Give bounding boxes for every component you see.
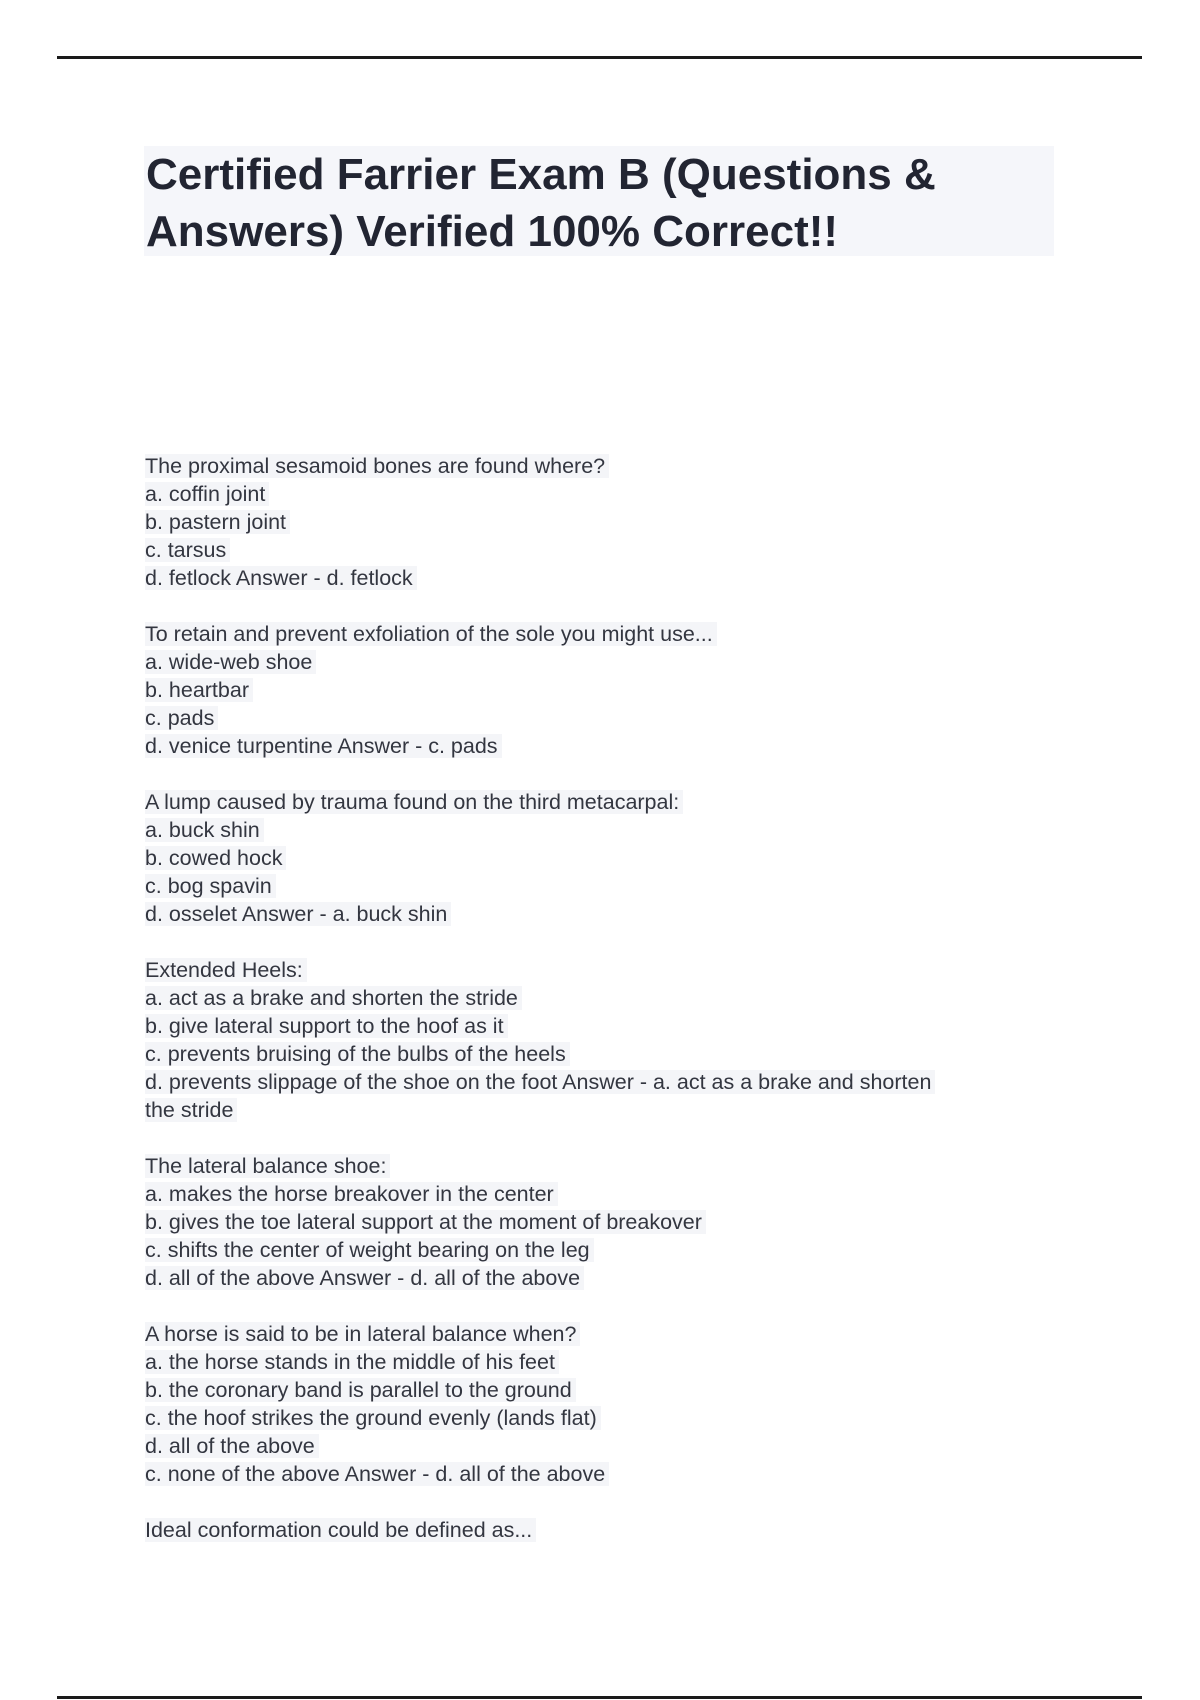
option-a: a. makes the horse breakover in the center bbox=[145, 1180, 1045, 1208]
qa-content bbox=[145, 452, 1045, 1572]
question-block-6 bbox=[145, 1320, 1045, 1488]
option-b: b. the coronary band is parallel to the ground bbox=[145, 1376, 1045, 1404]
option-c: c. bog spavin bbox=[145, 872, 1045, 900]
answer-continuation: the stride bbox=[145, 1096, 1045, 1124]
question-text: Ideal conformation could be defined as... bbox=[145, 1516, 1045, 1544]
question-text: The lateral balance shoe: bbox=[145, 1152, 1045, 1180]
option-b: b. gives the toe lateral support at the moment of breakover bbox=[145, 1208, 1045, 1236]
option-a: a. buck shin bbox=[145, 816, 1045, 844]
option-d-with-answer: d. osselet Answer - a. buck shin bbox=[145, 900, 1045, 928]
option-d-with-answer: d. prevents slippage of the shoe on the foot Answer - a. act as a brake and shorten bbox=[145, 1068, 1045, 1096]
option-b: b. give lateral support to the hoof as it bbox=[145, 1012, 1045, 1040]
option-d-with-answer: d. fetlock Answer - d. fetlock bbox=[145, 564, 1045, 592]
option-d: d. all of the above bbox=[145, 1432, 1045, 1460]
option-c: c. tarsus bbox=[145, 536, 1045, 564]
option-a: a. wide-web shoe bbox=[145, 648, 1045, 676]
question-text: Extended Heels: bbox=[145, 956, 1045, 984]
option-c: c. the hoof strikes the ground evenly (lands flat) bbox=[145, 1404, 1045, 1432]
question-block-1 bbox=[145, 452, 1045, 592]
question-block-3 bbox=[145, 788, 1045, 928]
question-text: A lump caused by trauma found on the third metacarpal: bbox=[145, 788, 1045, 816]
option-b: b. heartbar bbox=[145, 676, 1045, 704]
option-d-with-answer: d. all of the above Answer - d. all of the above bbox=[145, 1264, 1045, 1292]
question-block-2 bbox=[145, 620, 1045, 760]
option-c: c. prevents bruising of the bulbs of the heels bbox=[145, 1040, 1045, 1068]
question-block-5 bbox=[145, 1152, 1045, 1292]
option-a: a. the horse stands in the middle of his feet bbox=[145, 1348, 1045, 1376]
option-b: b. cowed hock bbox=[145, 844, 1045, 872]
option-a: a. coffin joint bbox=[145, 480, 1045, 508]
question-text: A horse is said to be in lateral balance when? bbox=[145, 1320, 1045, 1348]
footer-rule bbox=[57, 1696, 1142, 1699]
option-c: c. shifts the center of weight bearing on the leg bbox=[145, 1236, 1045, 1264]
question-text: The proximal sesamoid bones are found where? bbox=[145, 452, 1045, 480]
option-d-with-answer: d. venice turpentine Answer - c. pads bbox=[145, 732, 1045, 760]
document-title: Certified Farrier Exam B (Questions & Answers) Verified 100% Correct!! bbox=[146, 150, 936, 256]
header-rule bbox=[57, 56, 1142, 59]
option-a: a. act as a brake and shorten the stride bbox=[145, 984, 1045, 1012]
question-text: To retain and prevent exfoliation of the sole you might use... bbox=[145, 620, 1045, 648]
option-b: b. pastern joint bbox=[145, 508, 1045, 536]
question-block-7 bbox=[145, 1516, 1045, 1544]
question-block-4 bbox=[145, 956, 1045, 1124]
option-c: c. pads bbox=[145, 704, 1045, 732]
option-e-with-answer: c. none of the above Answer - d. all of the above bbox=[145, 1460, 1045, 1488]
